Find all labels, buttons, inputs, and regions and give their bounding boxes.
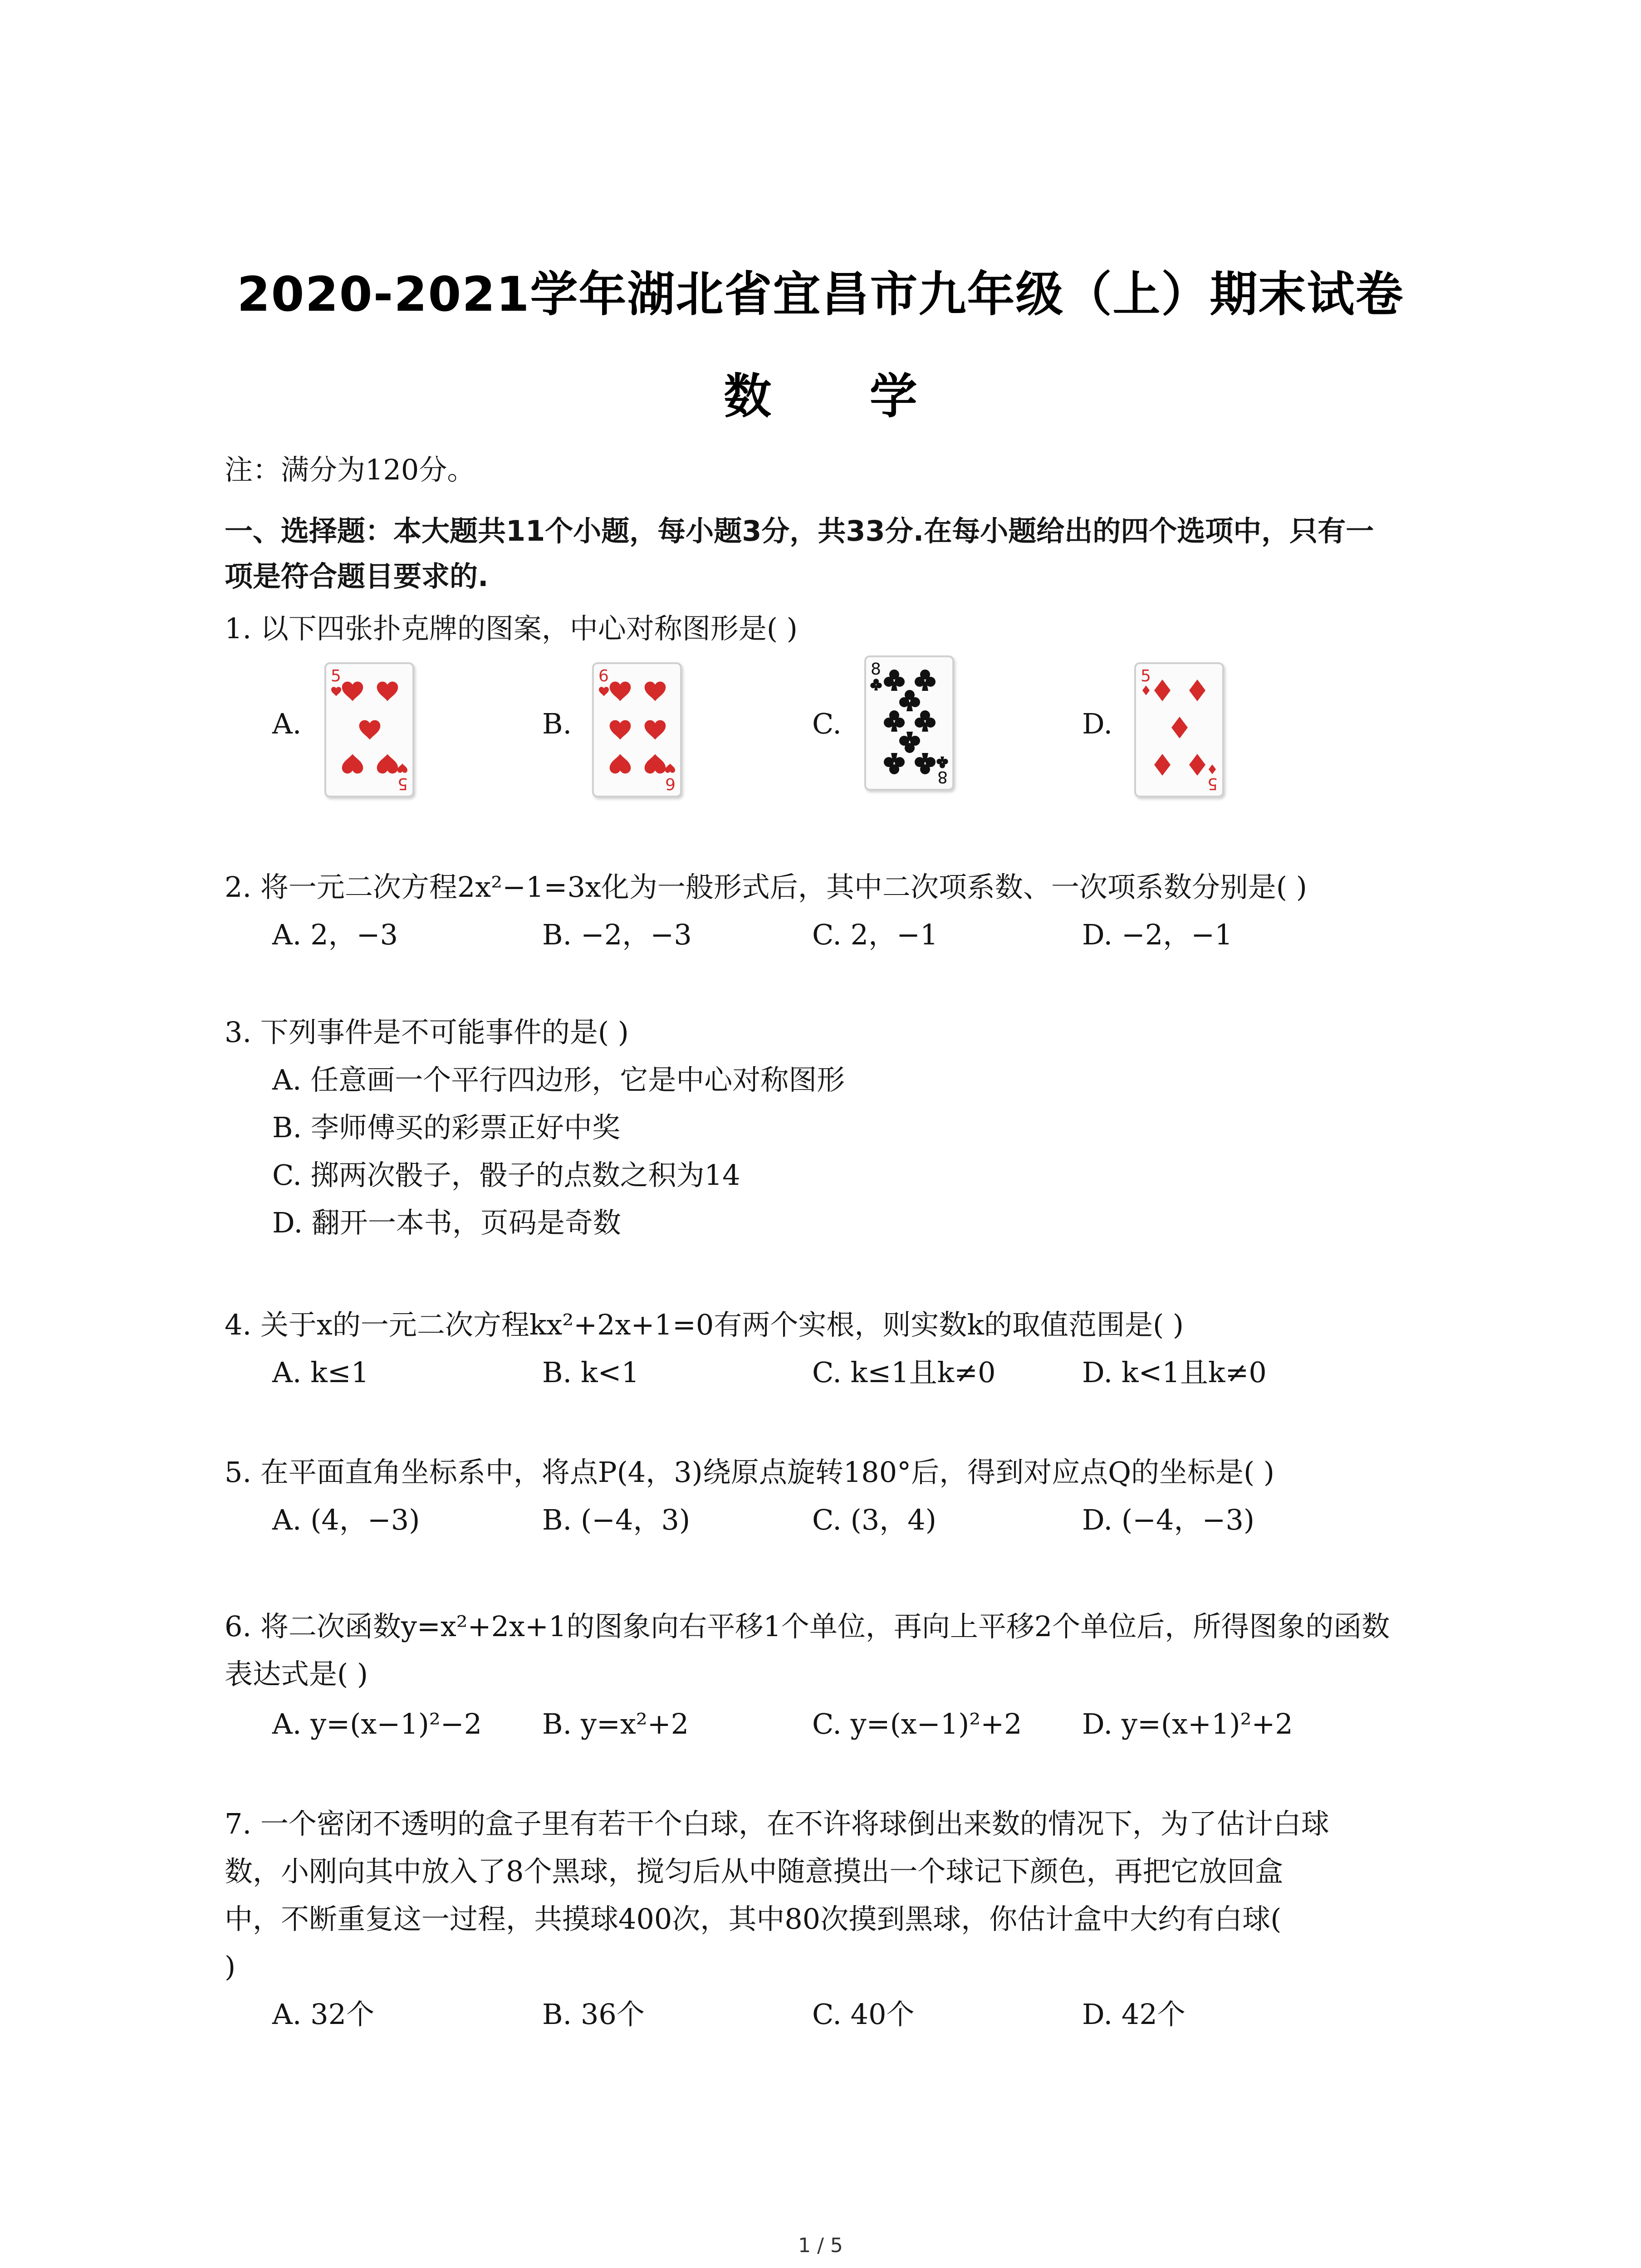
card-rank-text: 5 — [331, 667, 341, 685]
question-4-option-d: D. k<1且k≠0 — [1082, 1356, 1267, 1389]
question-5-option-b: B. (−4，3) — [542, 1503, 691, 1536]
question-6-option-d: D. y=(x+1)²+2 — [1082, 1707, 1293, 1740]
question-3-option-c: C. 掷两次骰子，骰子的点数之积为14 — [272, 1158, 740, 1192]
question-3-option-a: A. 任意画一个平行四边形，它是中心对称图形 — [272, 1063, 845, 1096]
question-5-option-a: A. (4，−3) — [272, 1503, 420, 1536]
question-1-option-c-label: C. — [812, 707, 842, 740]
question-7-option-a: A. 32个 — [272, 1998, 375, 2031]
card-rank-text: 5 — [1141, 667, 1151, 685]
question-6-option-a: A. y=(x−1)²−2 — [272, 1707, 482, 1740]
question-7-stem-line4: ) — [225, 1950, 236, 1983]
question-4-option-c: C. k≤1且k≠0 — [812, 1356, 996, 1389]
question-2-option-b: B. −2，−3 — [542, 918, 692, 951]
question-3-option-b: B. 李师傅买的彩票正好中奖 — [272, 1111, 620, 1144]
question-6-option-c: C. y=(x−1)²+2 — [812, 1707, 1022, 1740]
question-7-option-d: D. 42个 — [1082, 1998, 1185, 2031]
card-rank-text-inverted: 5 — [1207, 774, 1218, 793]
question-7-stem-line1: 7. 一个密闭不透明的盒子里有若干个白球，在不许将球倒出来数的情况下，为了估计白球 — [225, 1807, 1329, 1840]
question-6-option-b: B. y=x²+2 — [542, 1707, 689, 1740]
question-6-stem-line2: 表达式是( ) — [225, 1657, 368, 1691]
playing-card-five-hearts — [324, 662, 414, 797]
question-1-option-b-label: B. — [542, 707, 572, 740]
six-hearts-image — [594, 664, 680, 796]
question-2-option-d: D. −2，−1 — [1082, 918, 1233, 951]
card-rank-text: 6 — [598, 667, 609, 685]
card-rank-text-inverted: 5 — [397, 774, 408, 793]
page-number: 1 / 5 — [798, 2234, 843, 2257]
question-4-stem: 4. 关于x的一元二次方程kx²+2x+1=0有两个实根，则实数k的取值范围是( ) — [225, 1308, 1184, 1341]
question-4-option-b: B. k<1 — [542, 1356, 639, 1389]
exam-note: 注：满分为120分。 — [225, 453, 475, 486]
question-1-stem: 1. 以下四张扑克牌的图案，中心对称图形是( ) — [225, 612, 798, 645]
playing-card-six-hearts — [592, 662, 682, 797]
playing-card-five-diamonds — [1134, 662, 1224, 797]
section1-heading-line1: 一、选择题：本大题共11个小题，每小题3分，共33分.在每小题给出的四个选项中，只有一 — [225, 514, 1374, 547]
section1-heading-line2: 项是符合题目要求的. — [225, 560, 489, 593]
five-diamonds-image — [1136, 664, 1222, 796]
question-1-option-a-label: A. — [272, 707, 302, 740]
question-7-stem-line2: 数，小刚向其中放入了8个黑球，搅匀后从中随意摸出一个球记下颜色，再把它放回盒 — [225, 1855, 1283, 1888]
question-5-option-c: C. (3，4) — [812, 1503, 936, 1536]
five-hearts-image — [326, 664, 412, 796]
question-2-stem: 2. 将一元二次方程2x²−1=3x化为一般形式后，其中二次项系数、一次项系数分别是( ) — [225, 870, 1307, 904]
exam-subject: 数 学 — [724, 369, 958, 424]
question-7-stem-line3: 中，不断重复这一过程，共摸球400次，其中80次摸到黑球，你估计盒中大约有白球( — [225, 1902, 1282, 1936]
question-2-option-c: C. 2，−1 — [812, 918, 938, 951]
exam-title: 2020-2021学年湖北省宜昌市九年级（上）期末试卷 — [237, 267, 1404, 322]
playing-card-eight-clubs — [864, 655, 954, 791]
card-rank-text-inverted: 8 — [937, 767, 948, 786]
question-5-stem: 5. 在平面直角坐标系中，将点P(4，3)绕原点旋转180°后，得到对应点Q的坐标是( ) — [225, 1456, 1275, 1489]
question-3-option-d: D. 翻开一本书，页码是奇数 — [272, 1206, 621, 1239]
card-rank-text-inverted: 6 — [665, 774, 676, 793]
question-7-option-c: C. 40个 — [812, 1998, 915, 2031]
question-7-option-b: B. 36个 — [542, 1998, 645, 2031]
question-4-option-a: A. k≤1 — [272, 1356, 369, 1389]
card-rank-text: 8 — [871, 660, 881, 679]
question-5-option-d: D. (−4，−3) — [1082, 1503, 1255, 1536]
eight-clubs-image — [866, 657, 952, 789]
question-3-stem: 3. 下列事件是不可能事件的是( ) — [225, 1016, 629, 1049]
question-2-option-a: A. 2，−3 — [272, 918, 398, 951]
question-6-stem-line1: 6. 将二次函数y=x²+2x+1的图象向右平移1个单位，再向上平移2个单位后，所得图象的函数 — [225, 1610, 1390, 1643]
question-1-option-d-label: D. — [1082, 707, 1113, 740]
